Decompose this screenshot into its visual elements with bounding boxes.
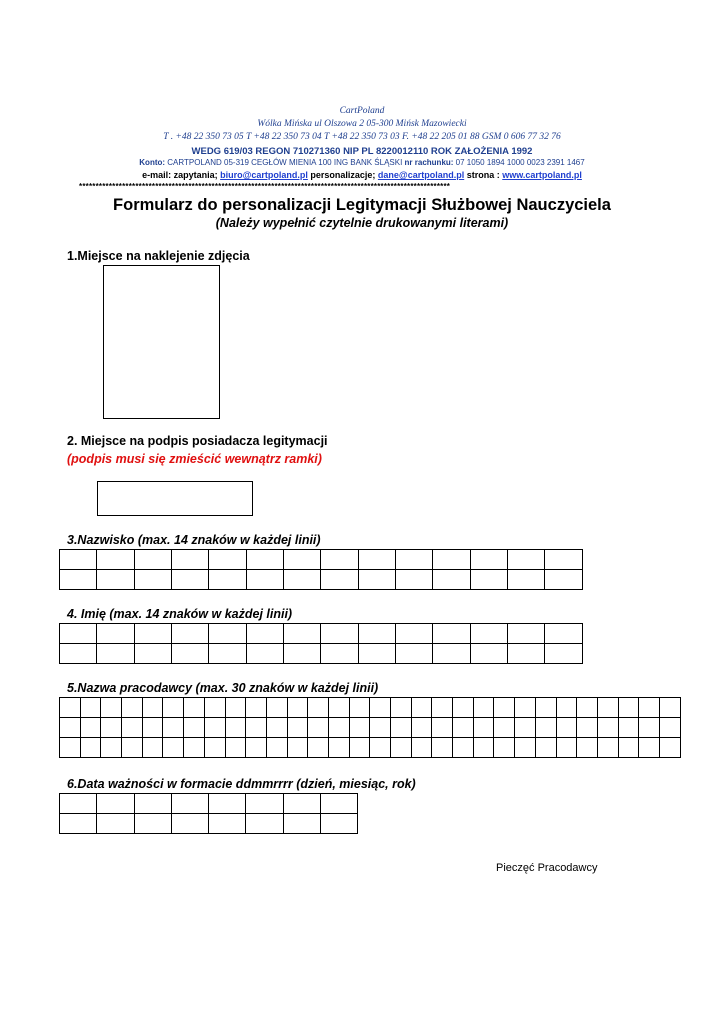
grid-row (60, 624, 583, 644)
letter-cell[interactable] (204, 718, 225, 738)
letter-cell[interactable] (80, 718, 101, 738)
letter-cell[interactable] (470, 624, 507, 644)
letter-cell[interactable] (287, 698, 308, 718)
letter-cell[interactable] (411, 738, 432, 758)
account-text: CARTPOLAND 05-319 CEGŁÓW MIENIA 100 ING BANK ŚLĄSKI (165, 158, 405, 167)
letter-cell[interactable] (535, 698, 556, 718)
letter-cell[interactable] (494, 698, 515, 718)
letter-cell[interactable] (433, 644, 470, 664)
letter-cell[interactable] (639, 738, 660, 758)
letter-cell[interactable] (321, 570, 358, 590)
letter-cell[interactable] (80, 698, 101, 718)
letter-cell[interactable] (60, 644, 97, 664)
letter-cell[interactable] (60, 624, 97, 644)
letter-cell[interactable] (246, 794, 283, 814)
letter-cell[interactable] (358, 644, 395, 664)
letter-cell[interactable] (639, 718, 660, 738)
letter-cell[interactable] (508, 624, 545, 644)
letter-cell[interactable] (556, 698, 577, 718)
letter-cell[interactable] (97, 550, 134, 570)
grid-row (60, 550, 583, 570)
letter-cell[interactable] (163, 718, 184, 738)
grid-row (60, 794, 358, 814)
letter-cell[interactable] (284, 570, 321, 590)
letter-cell[interactable] (321, 644, 358, 664)
letter-cell[interactable] (171, 814, 208, 834)
grid-row (60, 570, 583, 590)
letter-cell[interactable] (172, 644, 209, 664)
employer-stamp-label: Pieczęć Pracodawcy (496, 862, 598, 874)
letter-cell[interactable] (172, 570, 209, 590)
letter-cell[interactable] (97, 624, 134, 644)
letter-cell[interactable] (171, 794, 208, 814)
letter-cell[interactable] (577, 738, 598, 758)
letter-cell[interactable] (328, 738, 349, 758)
letter-cell[interactable] (209, 644, 246, 664)
letter-cell[interactable] (328, 698, 349, 718)
letter-cell[interactable] (60, 570, 97, 590)
form-subtitle: (Należy wypełnić czytelnie drukowanymi literami) (215, 216, 509, 230)
letter-cell[interactable] (172, 550, 209, 570)
letter-cell[interactable] (60, 718, 81, 738)
validity-grid[interactable] (59, 793, 358, 834)
letter-cell[interactable] (320, 794, 357, 814)
letter-cell[interactable] (184, 698, 205, 718)
letter-cell[interactable] (545, 624, 583, 644)
section-surname-label: 3.Nazwisko (max. 14 znaków w każdej linii) (67, 533, 321, 547)
letter-cell[interactable] (370, 698, 391, 718)
letter-cell[interactable] (494, 718, 515, 738)
grid-row (60, 718, 681, 738)
letter-cell[interactable] (349, 698, 370, 718)
separator-stars: **************************************************************************************************************** (79, 182, 451, 191)
letter-cell[interactable] (60, 550, 97, 570)
letter-cell[interactable] (494, 738, 515, 758)
letter-cell[interactable] (225, 738, 246, 758)
letter-cell[interactable] (246, 624, 283, 644)
letter-cell[interactable] (411, 718, 432, 738)
letter-cell[interactable] (209, 570, 246, 590)
company-name: CartPoland (339, 106, 385, 116)
letter-cell[interactable] (142, 738, 163, 758)
account-nr-label: nr rachunku: (404, 158, 454, 167)
letter-cell[interactable] (358, 570, 395, 590)
letter-cell[interactable] (358, 550, 395, 570)
employer-grid[interactable] (59, 697, 681, 758)
letter-cell[interactable] (97, 814, 134, 834)
section-signature-label: 2. Miejsce na podpis posiadacza legitymacji (67, 434, 328, 448)
letter-cell[interactable] (453, 698, 474, 718)
letter-cell[interactable] (184, 718, 205, 738)
letter-cell[interactable] (284, 550, 321, 570)
account-nr: 07 1050 1894 1000 0023 2391 1467 (453, 158, 585, 167)
letter-cell[interactable] (134, 570, 171, 590)
form-title: Formularz do personalizacji Legitymacji Służbowej Nauczyciela (113, 196, 611, 214)
letter-cell[interactable] (122, 718, 143, 738)
letter-cell[interactable] (659, 698, 680, 718)
letter-cell[interactable] (122, 698, 143, 718)
letter-cell[interactable] (597, 698, 618, 718)
company-address: Wólka Mińska ul Olszowa 2 05-300 Mińsk Mazowiecki (257, 119, 467, 129)
letter-cell[interactable] (328, 718, 349, 738)
email-link-inquiries[interactable]: biuro@cartpoland.pl (220, 170, 308, 180)
letter-cell[interactable] (134, 550, 171, 570)
section-validity-label: 6.Data ważności w formacie ddmmrrrr (dzień, miesiąc, rok) (67, 777, 416, 791)
letter-cell[interactable] (225, 698, 246, 718)
letter-cell[interactable] (246, 550, 283, 570)
letter-cell[interactable] (246, 738, 267, 758)
letter-cell[interactable] (470, 644, 507, 664)
letter-cell[interactable] (391, 738, 412, 758)
letter-cell[interactable] (101, 698, 122, 718)
letter-cell[interactable] (122, 738, 143, 758)
letter-cell[interactable] (473, 718, 494, 738)
company-account (0, 158, 724, 167)
letter-cell[interactable] (283, 814, 320, 834)
letter-cell[interactable] (515, 738, 536, 758)
grid-row (60, 698, 681, 718)
letter-cell[interactable] (134, 624, 171, 644)
letter-cell[interactable] (396, 644, 433, 664)
letter-cell[interactable] (659, 738, 680, 758)
letter-cell[interactable] (308, 698, 329, 718)
letter-cell[interactable] (97, 644, 134, 664)
letter-cell[interactable] (358, 624, 395, 644)
letter-cell[interactable] (209, 550, 246, 570)
letter-cell[interactable] (432, 738, 453, 758)
letter-cell[interactable] (453, 738, 474, 758)
account-label: Konto: (139, 158, 166, 167)
section-employer-label: 5.Nazwa pracodawcy (max. 30 znaków w każdej linii) (67, 681, 379, 695)
www-label: strona : (464, 170, 503, 180)
letter-cell[interactable] (284, 624, 321, 644)
section-firstname-label: 4. Imię (max. 14 znaków w każdej linii) (67, 607, 293, 621)
letter-cell[interactable] (411, 698, 432, 718)
letter-cell[interactable] (349, 738, 370, 758)
letter-cell[interactable] (142, 718, 163, 738)
letter-cell[interactable] (433, 624, 470, 644)
letter-cell[interactable] (308, 738, 329, 758)
letter-cell[interactable] (60, 794, 97, 814)
letter-cell[interactable] (246, 570, 283, 590)
signature-box[interactable] (97, 481, 253, 516)
letter-cell[interactable] (80, 738, 101, 758)
letter-cell[interactable] (453, 718, 474, 738)
letter-cell[interactable] (172, 624, 209, 644)
email-link-personalization[interactable]: dane@cartpoland.pl (377, 170, 465, 180)
letter-cell[interactable] (535, 718, 556, 738)
letter-cell[interactable] (508, 644, 545, 664)
letter-cell[interactable] (266, 698, 287, 718)
letter-cell[interactable] (246, 814, 283, 834)
section-photo-label: 1.Miejsce na naklejenie zdjęcia (67, 249, 250, 263)
letter-cell[interactable] (639, 698, 660, 718)
company-phones: T . +48 22 350 73 05 T +48 22 350 73 04 T +48 22 350 73 03 F. +48 22 205 01 88 GSM 0 606 77 32 76 (163, 132, 561, 142)
letter-cell[interactable] (473, 738, 494, 758)
letter-cell[interactable] (618, 738, 639, 758)
surname-grid[interactable] (59, 549, 583, 590)
letter-cell[interactable] (433, 550, 470, 570)
letter-cell[interactable] (515, 698, 536, 718)
grid-row (60, 814, 358, 834)
letter-cell[interactable] (60, 698, 81, 718)
letter-cell[interactable] (101, 738, 122, 758)
letter-cell[interactable] (618, 698, 639, 718)
letter-cell[interactable] (556, 718, 577, 738)
letter-cell[interactable] (163, 698, 184, 718)
letter-cell[interactable] (246, 644, 283, 664)
letter-cell[interactable] (349, 718, 370, 738)
letter-cell[interactable] (396, 570, 433, 590)
letter-cell[interactable] (184, 738, 205, 758)
letter-cell[interactable] (432, 718, 453, 738)
letter-cell[interactable] (134, 794, 171, 814)
letter-cell[interactable] (225, 718, 246, 738)
letter-cell[interactable] (391, 698, 412, 718)
letter-cell[interactable] (391, 718, 412, 738)
letter-cell[interactable] (246, 698, 267, 718)
letter-cell[interactable] (396, 550, 433, 570)
letter-cell[interactable] (266, 718, 287, 738)
contact-line (0, 170, 724, 180)
letter-cell[interactable] (209, 794, 246, 814)
letter-cell[interactable] (370, 738, 391, 758)
letter-cell[interactable] (370, 718, 391, 738)
email-label-inquiries: e-mail: zapytania; (142, 170, 221, 180)
company-registry: WEDG 619/03 REGON 710271360 NIP PL 8220012110 ROK ZAŁOŻENIA 1992 (191, 146, 533, 157)
letter-cell[interactable] (134, 644, 171, 664)
letter-cell[interactable] (473, 698, 494, 718)
letter-cell[interactable] (545, 550, 583, 570)
letter-cell[interactable] (283, 794, 320, 814)
letter-cell[interactable] (101, 718, 122, 738)
signature-note: (podpis musi się zmieścić wewnątrz ramki) (67, 452, 322, 466)
letter-cell[interactable] (134, 814, 171, 834)
letter-cell[interactable] (535, 738, 556, 758)
letter-cell[interactable] (163, 738, 184, 758)
letter-cell[interactable] (287, 718, 308, 738)
letter-cell[interactable] (97, 794, 134, 814)
letter-cell[interactable] (60, 738, 81, 758)
letter-cell[interactable] (320, 814, 357, 834)
letter-cell[interactable] (209, 624, 246, 644)
letter-cell[interactable] (577, 698, 598, 718)
letter-cell[interactable] (577, 718, 598, 738)
letter-cell[interactable] (470, 550, 507, 570)
letter-cell[interactable] (209, 814, 246, 834)
letter-cell[interactable] (321, 550, 358, 570)
letter-cell[interactable] (515, 718, 536, 738)
letter-cell[interactable] (432, 698, 453, 718)
photo-box[interactable] (103, 265, 220, 419)
website-link[interactable]: www.cartpoland.pl (502, 170, 582, 180)
letter-cell[interactable] (60, 814, 97, 834)
letter-cell[interactable] (659, 718, 680, 738)
letter-cell[interactable] (396, 624, 433, 644)
letter-cell[interactable] (266, 738, 287, 758)
letter-cell[interactable] (142, 698, 163, 718)
letter-cell[interactable] (204, 698, 225, 718)
letter-cell[interactable] (308, 718, 329, 738)
letter-cell[interactable] (246, 718, 267, 738)
letter-cell[interactable] (545, 644, 583, 664)
letter-cell[interactable] (287, 738, 308, 758)
letter-cell[interactable] (97, 570, 134, 590)
grid-row (60, 644, 583, 664)
letter-cell[interactable] (556, 738, 577, 758)
letter-cell[interactable] (545, 570, 583, 590)
letter-cell[interactable] (597, 738, 618, 758)
letter-cell[interactable] (508, 550, 545, 570)
letter-cell[interactable] (597, 718, 618, 738)
email-label-personalization: personalizacje; (307, 170, 378, 180)
letter-cell[interactable] (508, 570, 545, 590)
letter-cell[interactable] (204, 738, 225, 758)
letter-cell[interactable] (618, 718, 639, 738)
letter-cell[interactable] (321, 624, 358, 644)
letter-cell[interactable] (470, 570, 507, 590)
firstname-grid[interactable] (59, 623, 583, 664)
grid-row (60, 738, 681, 758)
letter-cell[interactable] (284, 644, 321, 664)
letter-cell[interactable] (433, 570, 470, 590)
